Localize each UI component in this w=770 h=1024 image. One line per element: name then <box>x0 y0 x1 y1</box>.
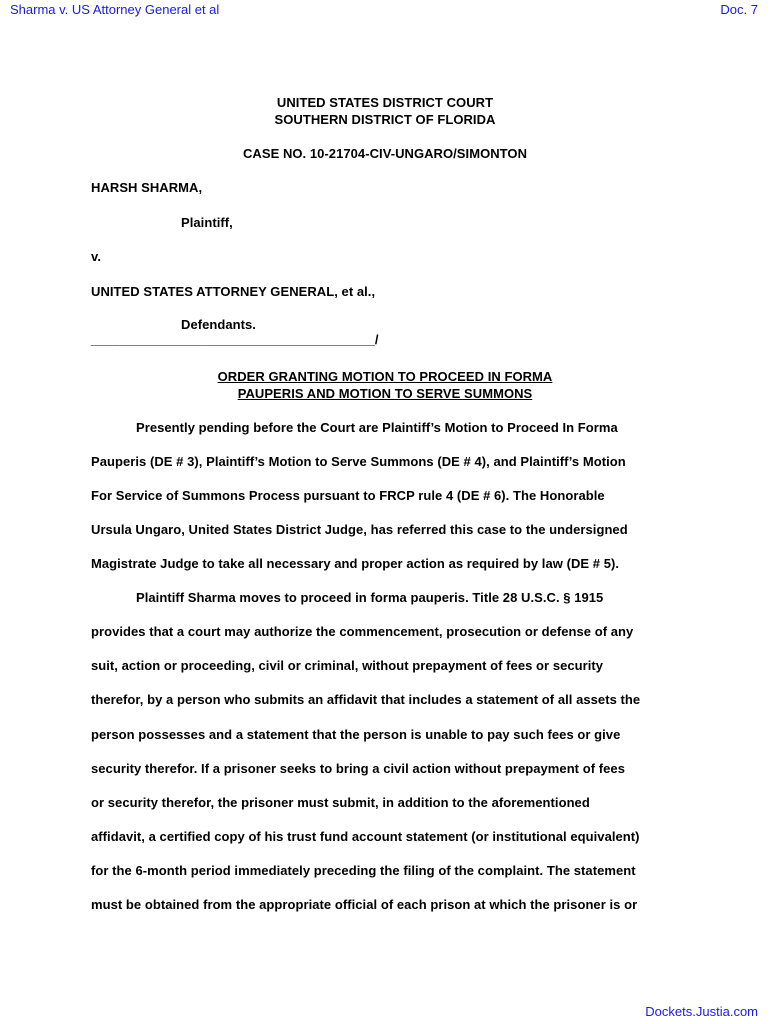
paragraph-1-line: Presently pending before the Court are Plaintiff’s Motion to Proceed In Forma <box>136 420 618 435</box>
paragraph-2-line: Plaintiff Sharma moves to proceed in forma pauperis. Title 28 U.S.C. § 1915 <box>136 590 604 605</box>
paragraph-2-line: provides that a court may authorize the commencement, prosecution or defense of any <box>91 624 634 639</box>
paragraph-2-line: person possesses and a statement that the person is unable to pay such fees or give <box>91 727 621 742</box>
caption-rule-line: _______________________________________/ <box>91 332 379 347</box>
paragraph-1-line: Magistrate Judge to take all necessary and proper action as required by law (DE # 5). <box>91 556 620 571</box>
paragraph-2-line: for the 6-month period immediately preceding the filing of the complaint. The statement <box>91 863 636 878</box>
court-name-line: UNITED STATES DISTRICT COURT <box>276 95 494 110</box>
versus-label: v. <box>91 249 101 264</box>
order-title-line-1: ORDER GRANTING MOTION TO PROCEED IN FORMA <box>217 369 553 384</box>
paragraph-2-line: security therefor. If a prisoner seeks to bring a civil action without prepayment of fees <box>91 761 625 776</box>
paragraph-1-line: Ursula Ungaro, United States District Judge, has referred this case to the undersigned <box>91 522 628 537</box>
paragraph-2-line: or security therefor, the prisoner must submit, in addition to the aforementioned <box>91 795 590 810</box>
paragraph-2-line: therefor, by a person who submits an affidavit that includes a statement of all assets the <box>91 692 641 707</box>
paragraph-2-line: affidavit, a certified copy of his trust fund account statement (or institutional equivalent) <box>91 829 640 844</box>
defendant-name: UNITED STATES ATTORNEY GENERAL, et al., <box>91 284 376 299</box>
case-title-link[interactable]: Sharma v. US Attorney General et al <box>10 2 220 17</box>
paragraph-1-line: Pauperis (DE # 3), Plaintiff’s Motion to Serve Summons (DE # 4), and Plaintiff’s Motion <box>91 454 626 469</box>
dockets-justia-link[interactable]: Dockets.Justia.com <box>645 1004 758 1019</box>
plaintiff-name: HARSH SHARMA, <box>91 180 203 195</box>
paragraph-1-line: For Service of Summons Process pursuant to FRCP rule 4 (DE # 6). The Honorable <box>91 488 605 503</box>
paragraph-2-line: must be obtained from the appropriate official of each prison at which the prisoner is or <box>91 897 638 912</box>
paragraph-2-line: suit, action or proceeding, civil or criminal, without prepayment of fees or security <box>91 658 604 673</box>
case-number: CASE NO. 10-21704-CIV-UNGARO/SIMONTON <box>242 146 528 161</box>
order-title-line-2: PAUPERIS AND MOTION TO SERVE SUMMONS <box>237 386 533 401</box>
plaintiff-role: Plaintiff, <box>181 215 233 230</box>
defendant-role: Defendants. <box>181 317 256 332</box>
doc-number-link[interactable]: Doc. 7 <box>720 2 758 17</box>
court-district-line: SOUTHERN DISTRICT OF FLORIDA <box>274 112 496 127</box>
